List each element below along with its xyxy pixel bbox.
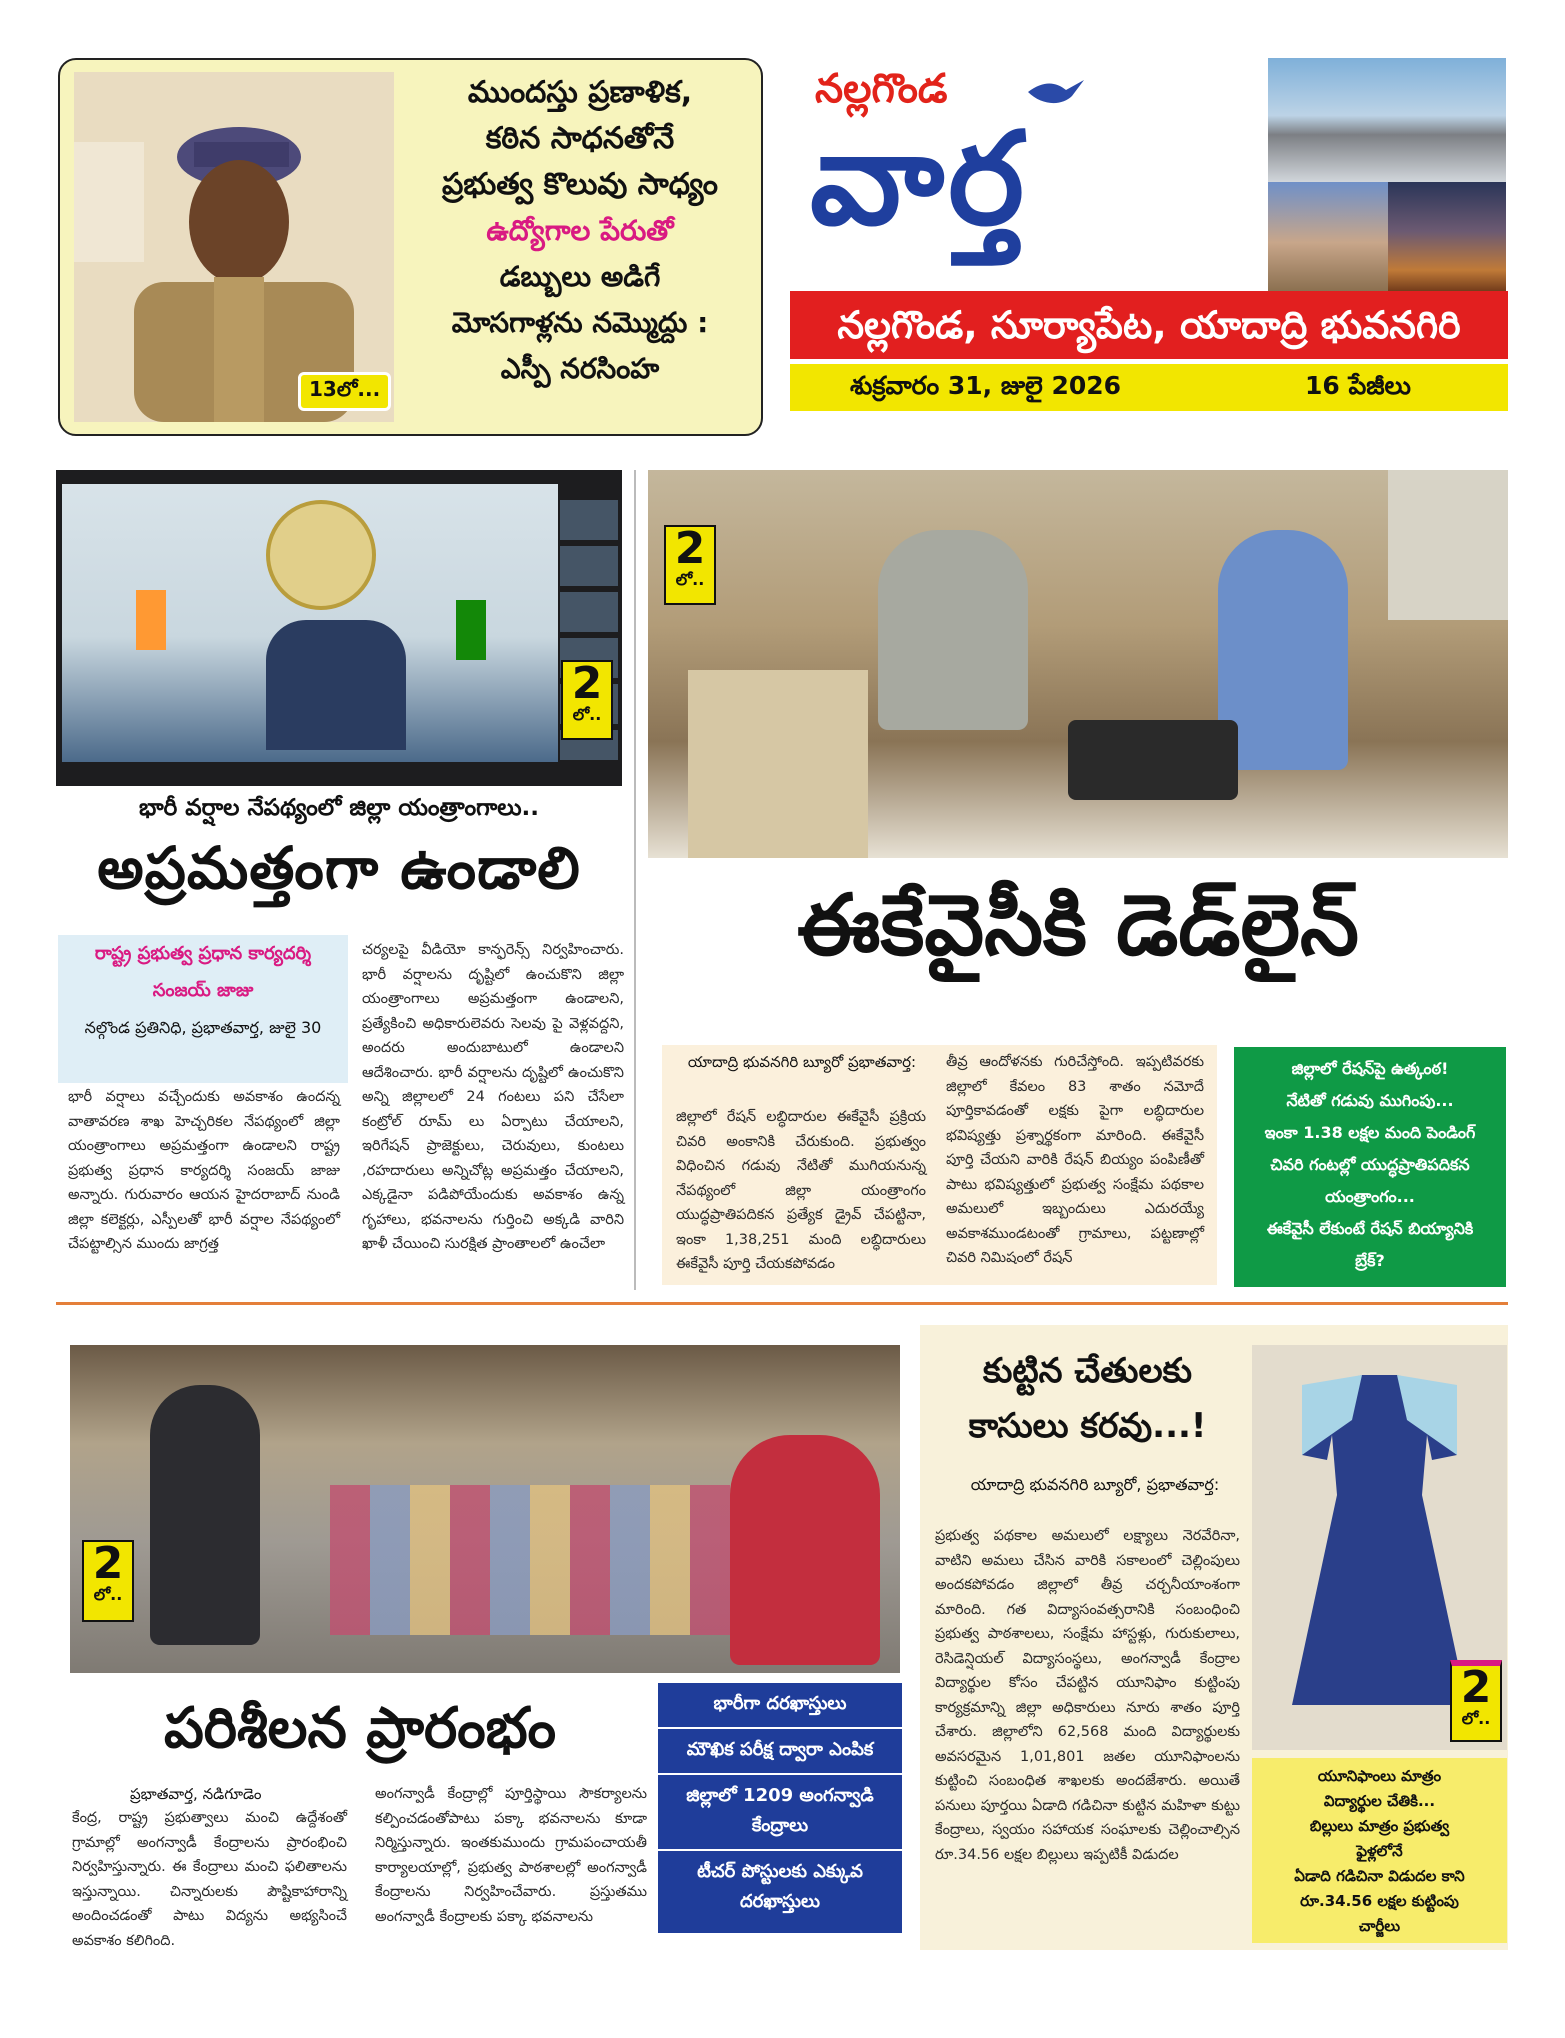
masthead-regions: నల్లగొండ, సూర్యాపేట, యాదాద్రి భువనగిరి <box>837 303 1461 347</box>
story1-col2: చర్యలపై వీడియో కాన్ఫరెన్స్ నిర్వహించారు. భారీ వర్షాలను దృష్టిలో ఉంచుకొని జిల్లా యంత్రాంగాలు అప్రమత్తంగా ఉండాలని, ప్రత్యేకించి అధికారులెవరు సెలవు పై వెళ్లవద్దని, అందరు అందుబాటులో ఉండాలని ఆదేశించారు. భారీ వర్షాలను దృష్టిలో ఉంచుకొని అన్ని జిల్లాలలో 24 గంటలు పని చేసేలా కంట్రోల్ రూమ్ లు ఏర్పాటు చేయాలని, ఇరిగేషన్ ప్రాజెక్టులు, చెరువులు, కుంటలు ,రహదారులు అన్నిచోట్ల అప్రమత్తం చేయాలని, ఎక్కడైనా పడిపోయేందుకు అవకాశం ఉన్న గృహాలు, భవనాలను గుర్తించి అక్కడి వారిని ఖాళీ చేయించి సురక్షిత ప్రాంతాలలో ఉంచేలా <box>362 942 624 1252</box>
dove-logo-icon <box>1026 72 1086 112</box>
horizontal-divider <box>56 1302 1508 1305</box>
story4-page-badge[interactable] <box>1450 1660 1502 1742</box>
top-story-line-1: ముందస్తు ప్రణాళిక, <box>467 75 693 110</box>
story4-box-line-6: రూ.34.56 లక్షల కుట్టింపు <box>1300 1892 1459 1910</box>
story4-dateline: యాదాద్రి భువనగిరి బ్యూరో, ప్రభాతవార్త: <box>970 1475 1220 1494</box>
story1-box <box>58 935 348 1083</box>
masthead-pages: 16 పేజీలు <box>1305 371 1411 400</box>
story4-box <box>1252 1758 1507 1943</box>
story1-col1: భారీ వర్షాలు వచ్చేందుకు అవకాశం ఉందన్న వాతావరణ శాఖ హెచ్చరికల నేపథ్యంలో జిల్లా యంత్రాంగాలు అప్రమత్తంగా ఉండాలని రాష్ట్ర ప్రభుత్వ ప్రధాన కార్యదర్శి సంజయ్ జాజు అన్నారు. గురువారం ఆయన హైదరాబాద్ నుండి జిల్లా కలెక్టర్లు, ఎస్పీలతో భారీ వర్షాల నేపథ్యంలో చేపట్టాల్సిన ముందు జాగ్రత్త <box>68 1089 340 1252</box>
story4-box-line-7: చార్జీలు <box>1358 1917 1401 1935</box>
top-story-line-3: ప్రభుత్వ కొలువు సాధ్యం <box>442 167 718 202</box>
story3-page-badge[interactable] <box>82 1540 134 1622</box>
masthead-date-bar <box>790 364 1508 411</box>
story4-badge-number: 2 <box>1460 1662 1492 1713</box>
masthead <box>790 58 1508 453</box>
story2-badge-number: 2 <box>674 523 706 574</box>
story2-box-line-2: నేటితో గడువు ముగింపు... <box>1286 1091 1454 1110</box>
story3-box-line-4: టీచర్ పోస్టులకు ఎక్కువ దరఖాస్తులు <box>697 1861 863 1912</box>
story3-box-line-3: జిల్లాలో 1209 అంగన్వాడి కేంద్రాలు <box>658 1775 902 1851</box>
story1-page-badge[interactable] <box>561 660 613 740</box>
story2-box <box>1234 1047 1506 1287</box>
story2-page-badge[interactable] <box>664 525 716 605</box>
story1-box-line-2: సంజయ్ జాజు <box>152 980 254 1001</box>
vertical-divider <box>634 470 636 1290</box>
story2-box-line-6: ఈకేవైసీ లేకుంటే రేషన్ బియ్యానికి <box>1266 1219 1474 1238</box>
police-officer-photo <box>74 72 394 422</box>
story4-photo <box>1252 1345 1507 1750</box>
story4-box-line-2: విద్యార్థుల చేతికి... <box>1323 1792 1436 1810</box>
story2-col2: తీవ్ర ఆందోళనకు గురిచేస్తోంది. ఇప్పటివరకు జిల్లాలో కేవలం 83 శాతం నమోదే పూర్తికావడంతో లక్షకు పైగా లబ్ధిదారుల భవిష్యత్తు ప్రశ్నార్థకంగా మారింది. ఈకేవైసీ పూర్తి చేయని వారికి రేషన్ బియ్యం పంపిణీతో పాటు భవిష్యత్తులో ప్రభుత్వ సంక్షేమ పథకాల అమలులో ఇబ్బందులు ఎదురయ్యే అవకాశముండటంతో గ్రామాలు, పట్టణాల్లో చివరి నిమిషంలో రేషన్ <box>946 1054 1204 1266</box>
top-story-box[interactable] <box>58 58 763 436</box>
story4-box-line-4: ఫైళ్లలోనే <box>1356 1842 1403 1860</box>
story4-box-line-3: బిల్లులు మాత్రం ప్రభుత్వ <box>1309 1817 1450 1835</box>
masthead-district: నల్లగొండ <box>815 66 948 112</box>
story2-box-line-3: ఇంకా 1.38 లక్షల మంది పెండింగ్ <box>1264 1123 1476 1142</box>
story3-badge-text: లో.. <box>93 1585 123 1604</box>
story3-box-line-1: భారీగా దరఖాస్తులు <box>658 1683 902 1729</box>
story3-box-line-2: మౌఖిక పరీక్ష ద్వారా ఎంపిక <box>658 1729 902 1775</box>
top-story-line-2: కఠిన సాధనతోనే <box>485 121 675 156</box>
story3-col1: కేంద్ర, రాష్ట్ర ప్రభుత్వాలు మంచి ఉద్దేశంతో గ్రామాల్లో అంగన్వాడీ కేంద్రాలను ప్రారంభించి నిర్వహిస్తున్నారు. ఈ కేంద్రాలు మంచి ఫలితాలను ఇస్తున్నాయి. చిన్నారులకు పౌష్టికాహారాన్ని అందించడంతో పాటు విద్యను అభ్యసించే అవకాశం కలిగింది. <box>72 1810 347 1949</box>
masthead-date: శుక్రవారం 31, జులై 2026 <box>850 371 1122 400</box>
top-story-pink-2: డబ్బులు అడిగే <box>499 260 661 293</box>
story1-headline: అప్రమత్తంగా ఉండాలి <box>97 834 581 902</box>
story2-photo <box>648 470 1508 858</box>
story1-box-line-1: రాష్ట్ర ప్రభుత్వ ప్రధాన కార్యదర్శి <box>94 943 312 964</box>
story1-kicker: భారీ వర్షాల నేపథ్యంలో జిల్లా యంత్రాంగాలు.. <box>138 795 540 821</box>
top-story-page-ref[interactable]: 13లో... <box>298 372 391 411</box>
story1-dateline: నల్గొండ ప్రతినిధి, ప్రభాతవార్త, జులై 30 <box>84 1018 322 1037</box>
story4-headline-2: కాసులు కరవు...! <box>968 1406 1207 1446</box>
story3-headline: పరిశీలన ప్రారంభం <box>163 1696 557 1761</box>
masthead-name: వార్త <box>810 105 1029 254</box>
story3-badge-number: 2 <box>92 1538 124 1589</box>
top-story-black-1: మోసగాళ్లను నమ్మొద్దు : <box>451 306 709 339</box>
story2-box-line-7: బ్రేక్? <box>1355 1251 1385 1270</box>
story3-box <box>658 1683 902 1933</box>
story2-col1: జిల్లాలో రేషన్ లబ్ధిదారుల ఈకేవైసీ ప్రక్రియ చివరి అంకానికి చేరుకుంది. ప్రభుత్వం విధించిన గడువు నేటితో ముగియనున్న నేపథ్యంలో జిల్లా యంత్రాంగం యుద్ధప్రాతిపదికన ప్రత్యేక డ్రైవ్ చేపట్టినా, ఇంకా 1,38,251 మంది లబ్ధిదారులు ఈకేవైసీ పూర్తి చేయకపోవడం <box>676 1109 926 1272</box>
story1-photo <box>56 470 622 786</box>
dam-photo <box>1268 58 1506 186</box>
masthead-regions-bar <box>790 291 1508 359</box>
top-story-photo <box>74 72 394 422</box>
story2-box-line-1: జిల్లాలో రేషన్‌పై ఉత్కంఠ! <box>1291 1059 1449 1078</box>
story1-badge-text: లో.. <box>572 705 602 724</box>
story2-box-line-5: యంత్రాంగం... <box>1325 1187 1415 1206</box>
story1-badge-number: 2 <box>571 658 603 709</box>
city-photo <box>1388 182 1506 292</box>
story3-dateline: ప్రభాతవార్త, నడిగూడెం <box>130 1785 262 1803</box>
story4-badge-text: లో.. <box>1461 1709 1491 1728</box>
top-story-pink-1: ఉద్యోగాల పేరుతో <box>486 214 674 247</box>
top-story-text <box>405 70 755 392</box>
story2-dateline: యాదాద్రి భువనగిరి బ్యూరో ప్రభాతవార్త: <box>687 1053 917 1071</box>
story4-body: ప్రభుత్వ పథకాల అమలులో లక్ష్యాలు నెరవేరినా, వాటిని అమలు చేసిన వారికి సకాలంలో చెల్లింపులు అందకపోవడం జిల్లాలో తీవ్ర చర్చనీయాంశంగా మారింది. గత విద్యాసంవత్సరానికి సంబంధించి ప్రభుత్వ పాఠశాలలు, సంక్షేమ హాస్టళ్లు, గురుకులాలు, రెసిడెన్షియల్ విద్యాసంస్థలు, అంగన్వాడీ కేంద్రాల విద్యార్థుల కోసం చేపట్టిన యూనిఫాం కుట్టింపు కార్యక్రమాన్ని జిల్లా అధికారులు నూరు శాతం పూర్తి చేశారు. జిల్లాలోని 62,568 మంది విద్యార్థులకు అవసరమైన 1,01,801 జతల యూనిఫాంలను కుట్టించి సంబంధిత శాఖలకు అందజేశారు. అయితే పనులు పూర్తయి ఏడాది గడిచినా కుట్టిన మహిళా కుట్టు కేంద్రాలు, స్వయం సహాయక సంఘాలకు చెల్లించాల్సిన రూ.34.56 లక్షల బిల్లులు ఇప్పటికీ విడుదల <box>935 1528 1240 1863</box>
story2-box-line-4: చివరి గంటల్లో యుద్ధప్రాతిపదికన <box>1270 1155 1470 1174</box>
story4-box-line-5: ఏడాది గడిచినా విడుదల కాని <box>1294 1867 1465 1885</box>
top-story-black-2: ఎస్పీ నరసింహ <box>500 352 660 385</box>
story4-headline-1: కుట్టిన చేతులకు <box>982 1351 1193 1391</box>
story3-photo <box>70 1345 900 1673</box>
story2-badge-text: లో.. <box>675 570 705 589</box>
story4-box-line-1: యూనిఫాంలు మాత్రం <box>1317 1767 1442 1785</box>
story3-col2: అంగన్వాడీ కేంద్రాల్లో పూర్తిస్థాయి సౌకర్యాలను కల్పించడంతోపాటు పక్కా భవనాలను కూడా నిర్మిస్తున్నారు. ఇంతకుముందు గ్రామపంచాయతీ కార్యాలయాల్లో, ప్రభుత్వ పాఠశాలల్లో అంగన్వాడీ కేంద్రాలను నిర్వహించేవారు. ప్రస్తుతము అంగన్వాడీ కేంద్రాలకు పక్కా భవనాలను <box>375 1786 647 1925</box>
story2-headline: ఈకేవైసీకి డెడ్‌లైన్ <box>797 876 1359 974</box>
temple-photo <box>1268 182 1388 292</box>
